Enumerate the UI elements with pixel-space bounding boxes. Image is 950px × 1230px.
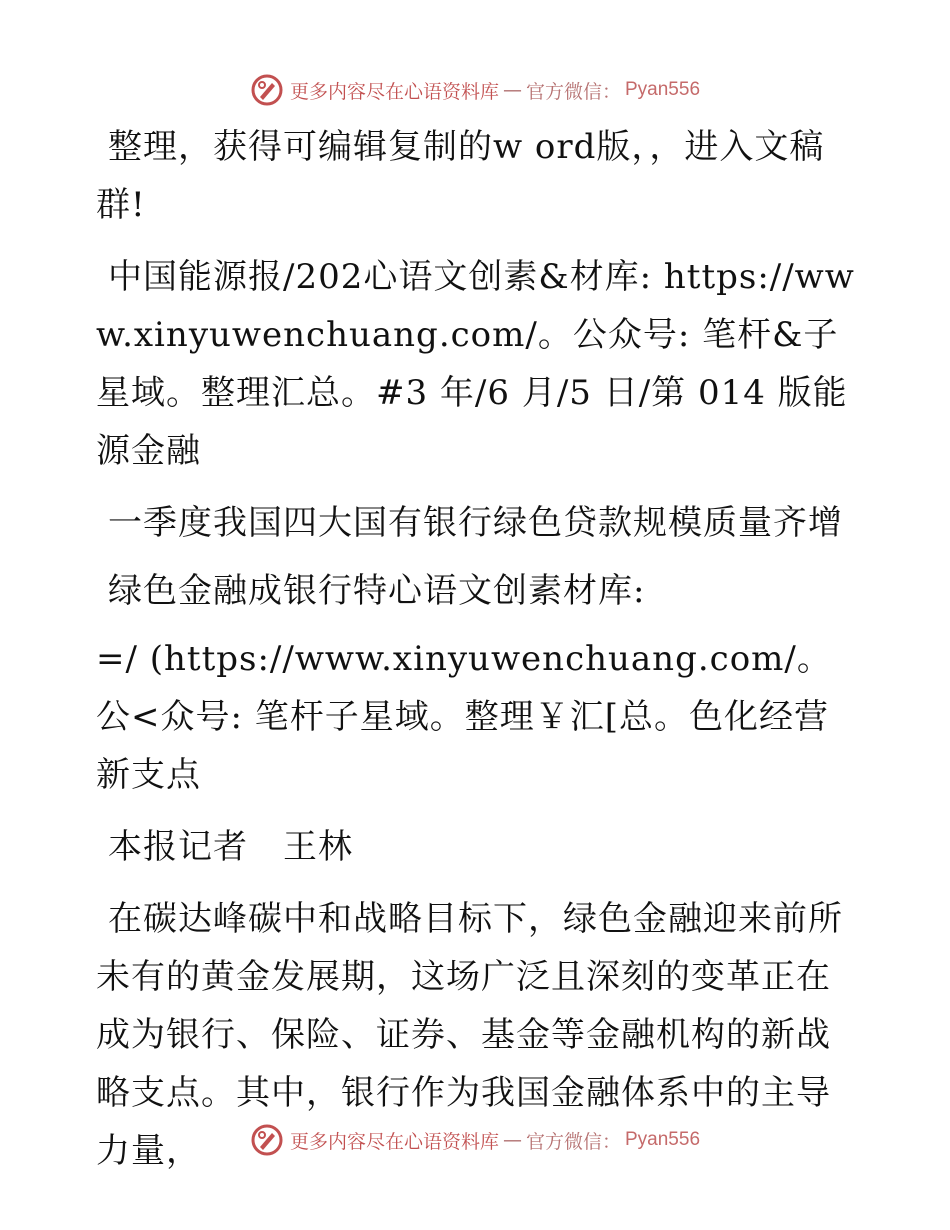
header-watermark [0,72,950,108]
watermark-dash: — [502,79,522,101]
watermark-sub-text: 官方微信： [525,1130,621,1153]
pen-circle-icon [250,73,284,107]
paragraph-inserted-note: =/ (https://www.xinyuwenchuang.com/。公<众号: 笔杆子星域。整理￥汇[总。色化经营新支点 [96,639,832,795]
article-headline: 一季度我国四大国有银行绿色贷款规模质量齐增 [108,503,843,543]
watermark-wechat-id: Pyan556 [625,79,701,100]
pen-circle-icon [250,1123,284,1157]
watermark-main-text: 更多内容尽在心语资料库 [289,1130,499,1153]
watermark-sub-text: 官方微信： [525,80,621,103]
article-byline: 本报记者 王林 [108,827,353,867]
watermark-main-text: 更多内容尽在心语资料库 [289,80,499,103]
paragraph-source: 中国能源报/202心语文创素&材库: https://www.xinyuwenchuang.com/。公众号: 笔杆&子星域。整理汇总。#3 年/6 月/5 日/第 014 版能源金融 [96,257,855,471]
watermark-wechat-id: Pyan556 [625,1129,701,1150]
footer-watermark [0,1122,950,1158]
watermark-dash: — [502,1129,522,1151]
article-subheadline: 绿色金融成银行特心语文创素材库: [108,571,646,611]
paragraph-body: 在碳达峰碳中和战略目标下，绿色金融迎来前所未有的黄金发展期，这场广泛且深刻的变革正在成为银行、保险、证券、基金等金融机构的新战略支点。其中，银行作为我国金融体系中的主导力量， [96,899,843,1171]
paragraph-intro: 整理，获得可编辑复制的w ord版，，进入文稿群! [96,127,825,225]
document-body [96,118,856,1194]
